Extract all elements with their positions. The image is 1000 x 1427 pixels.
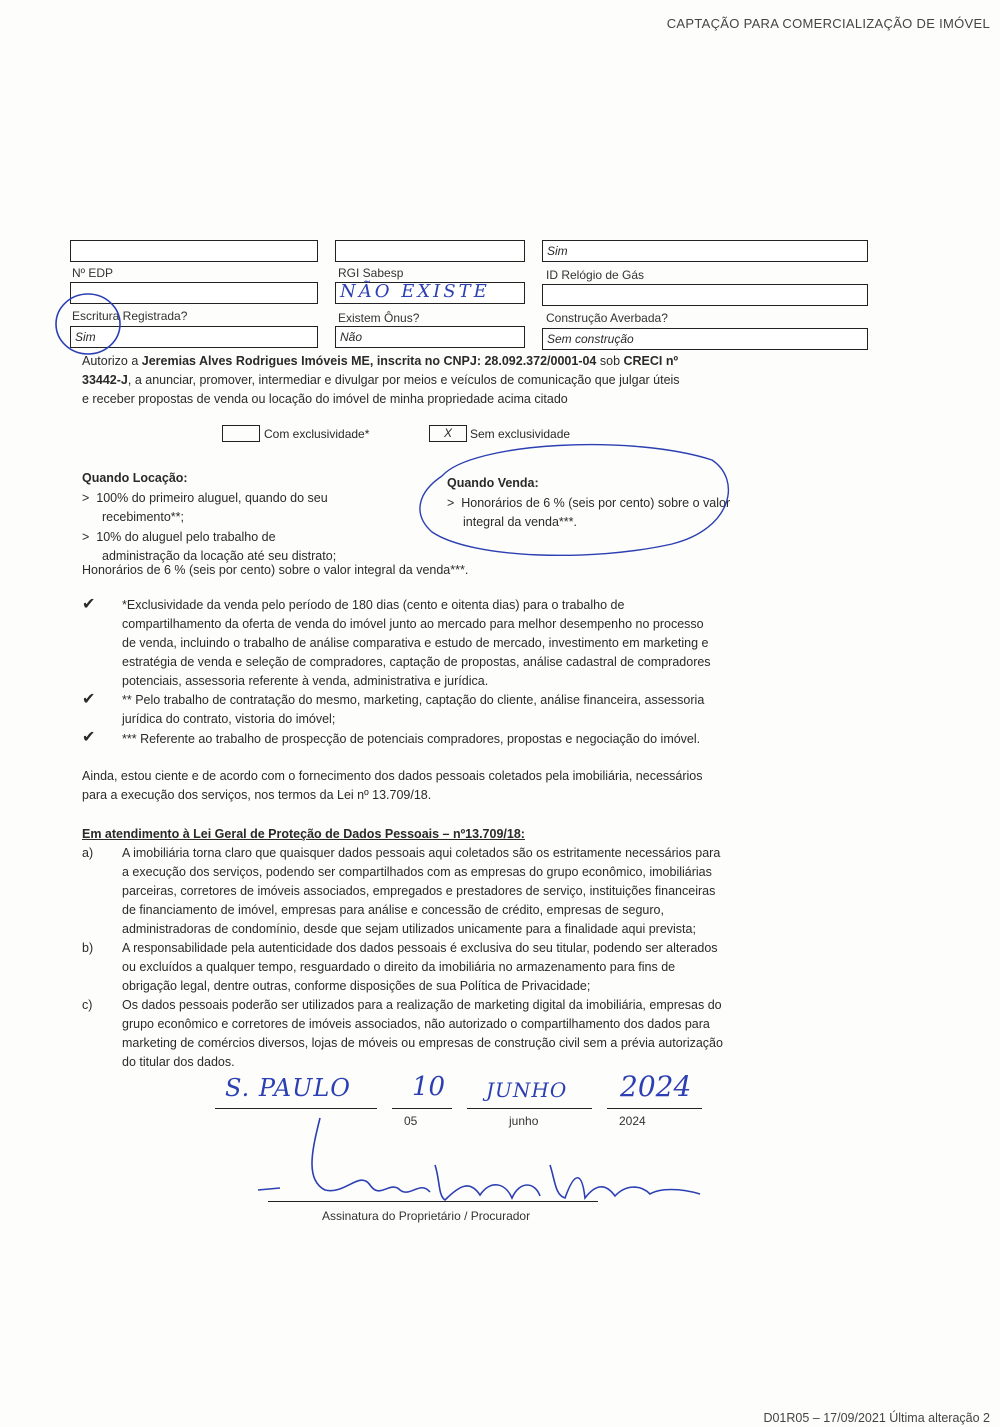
month-line bbox=[467, 1108, 592, 1109]
ink-circle-mark bbox=[52, 290, 124, 358]
year-line bbox=[607, 1108, 702, 1109]
locacao-item-1 bbox=[82, 489, 382, 527]
venda-item-1-line2: integral da venda***. bbox=[463, 515, 577, 529]
locacao-item-1-line2: recebimento**; bbox=[102, 510, 184, 524]
gas-field[interactable]: Sim bbox=[542, 240, 868, 262]
note-3 bbox=[122, 730, 812, 749]
city-line bbox=[215, 1108, 377, 1109]
arrow-bullet-icon: > bbox=[82, 491, 97, 505]
day-line bbox=[392, 1108, 452, 1109]
locacao-title: Quando Locação: bbox=[82, 471, 188, 485]
auth-line3: e receber propostas de venda ou locação do imóvel de minha propriedade acima citado bbox=[82, 392, 568, 406]
without-exclusivity-label: Sem exclusividade bbox=[470, 427, 571, 441]
locacao-item-2-line1: 10% do aluguel pelo trabalho de bbox=[96, 530, 276, 544]
lgpd-item-b-letter: b) bbox=[82, 941, 94, 955]
day-handwritten: 10 bbox=[412, 1072, 446, 1102]
lgpd-b-line-2: ou excluídos a qualquer tempo, resguardado o direito da imobiliária no armazenamento para fins de bbox=[122, 960, 676, 974]
locacao-item-1-line1: 100% do primeiro aluguel, quando do seu bbox=[96, 491, 328, 505]
onus-label: Existem Ônus? bbox=[338, 311, 420, 325]
document-title: CAPTAÇÃO PARA COMERCIALIZAÇÃO DE IMÓVEL bbox=[666, 16, 990, 31]
lgpd-a-line-5: administradoras de condomínio, desde que sejam utilizados unicamente para a finalidade aqui prevista; bbox=[122, 922, 696, 936]
day-printed: 05 bbox=[404, 1114, 418, 1128]
construcao-label: Construção Averbada? bbox=[546, 311, 668, 325]
check-mark-icon: ✔ bbox=[82, 691, 96, 708]
city-handwritten: S. PAULO bbox=[225, 1074, 351, 1102]
note-1-line-2: compartilhamento da oferta de venda do imóvel junto ao mercado para melhor desempenho no processo bbox=[122, 617, 704, 631]
lgpd-item-a bbox=[122, 844, 807, 939]
edp-label: Nº EDP bbox=[72, 266, 114, 280]
lgpd-c-line-1: Os dados pessoais poderão ser utilizados para a realização de marketing digital da imobiliária, empresas do bbox=[122, 998, 722, 1012]
note-2 bbox=[122, 691, 812, 729]
consent-text bbox=[82, 767, 812, 805]
signature-label: Assinatura do Proprietário / Procurador bbox=[322, 1209, 531, 1223]
lgpd-c-line-4: do titular dos dados. bbox=[122, 1055, 235, 1069]
check-mark-icon: ✔ bbox=[82, 729, 96, 746]
year-printed: 2024 bbox=[619, 1114, 646, 1128]
lgpd-a-line-1: A imobiliária torna claro que quaisquer dados pessoais aqui coletados são os estritamente necessários para bbox=[122, 846, 721, 860]
lgpd-item-b bbox=[122, 939, 807, 996]
locacao-extra: Honorários de 6 % (seis por cento) sobre o valor integral da venda***. bbox=[82, 563, 469, 577]
sabesp-label: RGI Sabesp bbox=[338, 266, 404, 280]
construcao-field[interactable]: Sem construção bbox=[542, 328, 868, 350]
escritura-field[interactable]: Sim bbox=[70, 326, 318, 348]
without-exclusivity-checkbox[interactable]: X bbox=[429, 425, 467, 442]
lgpd-a-line-4: de financiamento de imóvel, empresas para análise e concessão de crédito, empresas de seguro, bbox=[122, 903, 664, 917]
construcao-blank-box[interactable] bbox=[542, 284, 868, 306]
signature-line bbox=[268, 1201, 598, 1202]
arrow-bullet-icon: > bbox=[82, 530, 97, 544]
with-exclusivity-label: Com exclusividade* bbox=[264, 427, 370, 441]
month-printed: junho bbox=[509, 1114, 539, 1128]
auth-creci-label: CRECI nº bbox=[623, 354, 679, 368]
note-3-line-1: *** Referente ao trabalho de prospecção de potenciais compradores, propostas e negociação do imóvel. bbox=[122, 732, 701, 746]
auth-line2: , a anunciar, promover, intermediar e divulgar por meios e veículos de comunicação que julgar úteis bbox=[127, 373, 680, 387]
note-1-line-4: estratégia de venda e seleção de compradores, captação de propostas, análise cadastral de compradores bbox=[122, 655, 711, 669]
lgpd-c-line-3: marketing de comércios diversos, lojas de móveis ou empresas de construção civil sem a prévia autorização bbox=[122, 1036, 723, 1050]
consent-line-2: para a execução dos serviços, nos termos da Lei nº 13.709/18. bbox=[82, 788, 432, 802]
auth-creci-number: 33442-J bbox=[82, 373, 128, 387]
handwritten-signature bbox=[250, 1110, 720, 1210]
authorization-text bbox=[82, 352, 812, 409]
lgpd-item-c bbox=[122, 996, 807, 1072]
note-2-line-1: ** Pelo trabalho de contratação do mesmo, marketing, captação do cliente, análise financeira, assessoria bbox=[122, 693, 705, 707]
onus-field[interactable]: Não bbox=[335, 326, 525, 348]
lgpd-b-line-3: obrigação legal, dentre outras, conforme disposições de sua Política de Privacidade; bbox=[122, 979, 591, 993]
note-1-line-3: de venda, incluindo o trabalho de análise comparativa e estudo de mercado, investimento em marketing e bbox=[122, 636, 709, 650]
year-handwritten: 2024 bbox=[620, 1070, 692, 1103]
venda-title: Quando Venda: bbox=[447, 476, 539, 490]
lgpd-item-c-letter: c) bbox=[82, 998, 93, 1012]
arrow-bullet-icon: > bbox=[447, 496, 462, 510]
consent-line-1: Ainda, estou ciente e de acordo com o fornecimento dos dados pessoais coletados pela imobiliária, necessários bbox=[82, 769, 703, 783]
lgpd-a-line-3: parceiras, corretores de imóveis associados, empregados e prestadores de serviço, instituições financeiras bbox=[122, 884, 716, 898]
month-handwritten: JUNHO bbox=[486, 1078, 568, 1102]
ink-circle-venda-mark bbox=[412, 434, 737, 564]
lgpd-item-a-letter: a) bbox=[82, 846, 94, 860]
note-1 bbox=[122, 596, 807, 691]
locacao-item-2-line2: administração da locação até seu distrato; bbox=[102, 549, 337, 563]
sabesp-field[interactable] bbox=[335, 240, 525, 262]
note-1-line-5: potenciais, assessoria referente à venda, administrativa e jurídica. bbox=[122, 674, 489, 688]
gas-label: ID Relógio de Gás bbox=[546, 268, 645, 282]
note-1-line-1: *Exclusividade da venda pelo período de 180 dias (cento e oitenta dias) para o trabalho de bbox=[122, 598, 625, 612]
lgpd-title: Em atendimento à Lei Geral de Proteção de Dados Pessoais – nº13.709/18: bbox=[82, 827, 525, 841]
note-2-line-2: jurídica do contrato, vistoria do imóvel; bbox=[122, 712, 336, 726]
auth-mid: sob bbox=[596, 354, 624, 368]
with-exclusivity-checkbox[interactable] bbox=[222, 425, 260, 442]
lgpd-a-line-2: a execução dos serviços, podendo ser compartilhados com as empresas do grupo econômico, imobiliárias bbox=[122, 865, 712, 879]
onus-handwritten: NÃO EXISTE bbox=[340, 281, 490, 302]
venda-item-1-line1: Honorários de 6 % (seis por cento) sobre o valor bbox=[461, 496, 731, 510]
lgpd-c-line-2: grupo econômico e corretores de imóveis associados, não autorizado o compartilhamento dos dados para bbox=[122, 1017, 710, 1031]
escritura-label: Escritura Registrada? bbox=[72, 309, 188, 323]
lgpd-b-line-1: A responsabilidade pela autenticidade dos dados pessoais é exclusiva do seu titular, podendo ser alterados bbox=[122, 941, 718, 955]
auth-company: Jeremias Alves Rodrigues Imóveis ME, inscrita no CNPJ: 28.092.372/0001-04 bbox=[141, 354, 597, 368]
auth-pre: Autorizo a bbox=[82, 354, 142, 368]
document-footer-code: D01R05 – 17/09/2021 Última alteração 2 bbox=[763, 1411, 990, 1425]
check-mark-icon: ✔ bbox=[82, 596, 96, 613]
edp-field[interactable] bbox=[70, 240, 318, 262]
